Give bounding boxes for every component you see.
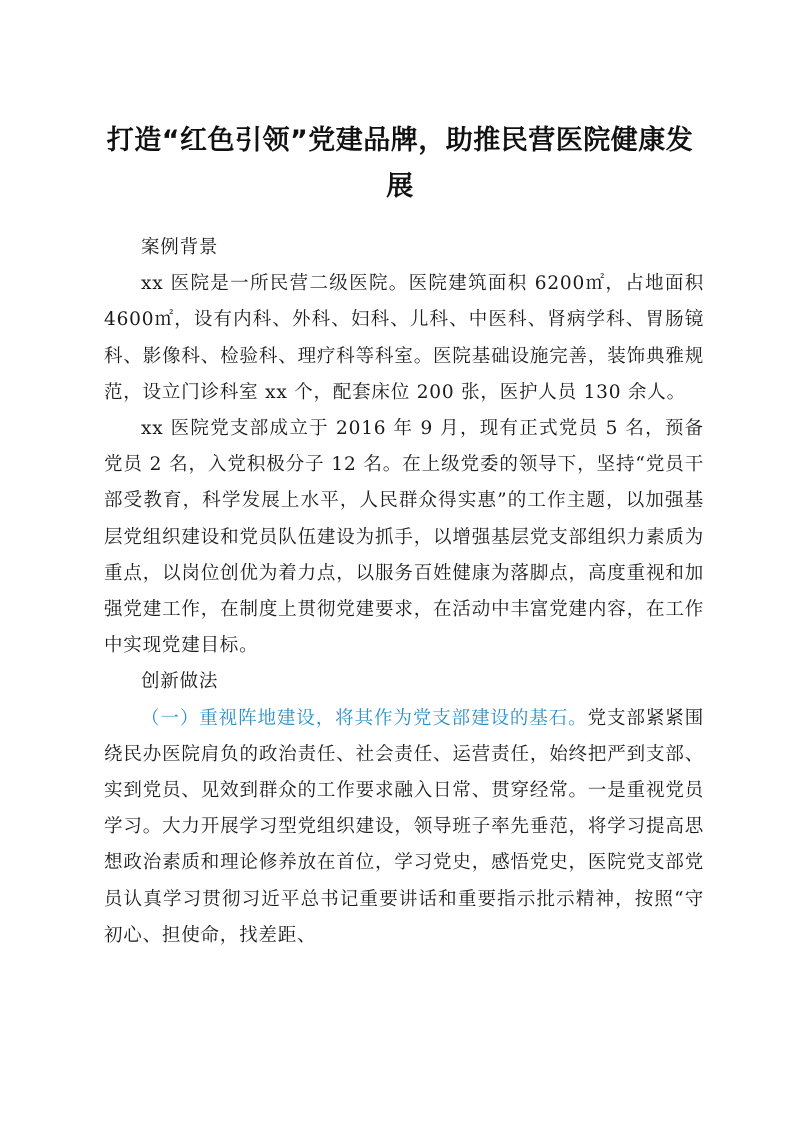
paragraph-hospital-intro: xx 医院是一所民营二级医院。医院建筑面积 6200㎡，占地面积 4600㎡，设有内科、外科、妇科、儿科、中医科、肾病学科、胃肠镜科、影像科、检验科、理疗科等科室。医院基础设施完善，装饰典雅规范，设立门诊科室 xx 个，配套床位 200 张，医护人员 130 余人。 [104,273,704,403]
paragraph-party-branch: xx 医院党支部成立于 2016 年 9 月，现有正式党员 5 名，预备党员 2 名，入党积极分子 12 名。在上级党委的领导下，坚持“党员干部受教育，科学发展上水平，人民群众得实惠”的工作主题，以加强基层党组织建设和党员队伍建设为抓手，以增强基层党支部组织力素质为重点，以岗位创优为着力点，以服务百姓健康为落脚点，高度重视和加强党建工作，在制度上贯彻党建要求，在活动中丰富党建内容，在工作中实现党建目标。 [104,418,704,657]
section-heading-background: 案例背景 [141,237,219,258]
paragraph-position-building [104,701,704,954]
section-heading-innovation: 创新做法 [141,671,219,693]
subheading-position-building: （一）重视阵地建设，将其作为党支部建设的基石。 [141,707,588,729]
document-body [104,230,704,954]
paragraph-position-building-text: 党支部紧紧围绕民办医院肩负的政治责任、社会责任、运营责任，始终把严到支部、实到党员、见效到群众的工作要求融入日常、贯穿经常。一是重视党员学习。大力开展学习型党组织建设，领导班子率先垂范，将学习提高思想政治素质和理论修养放在首位，学习党史，感悟党史，医院党支部党员认真学习贯彻习近平总书记重要讲话和重要指示批示精神，按照“守初心、担使命，找差距、 [104,707,704,946]
document-title: 打造“红色引领”党建品牌，助推民营医院健康发展 [106,125,694,202]
